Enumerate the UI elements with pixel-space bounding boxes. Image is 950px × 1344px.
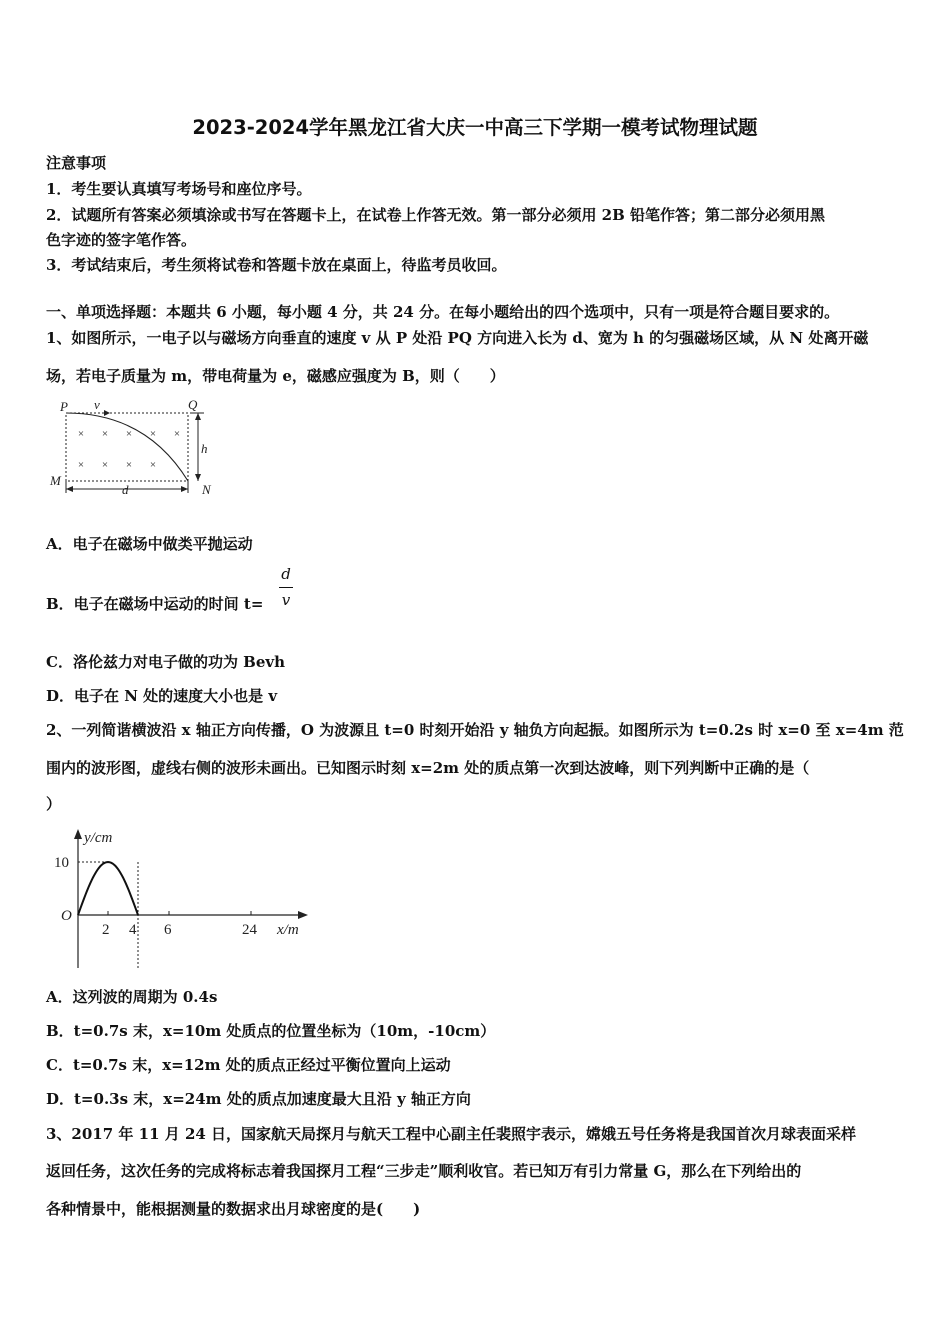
field-cross: × — [125, 428, 133, 440]
velocity-arrow-icon — [104, 410, 110, 416]
q3-stem-line-3: 各种情景中，能根据测量的数据求出月球密度的是( ) — [46, 1200, 421, 1218]
q3-stem-line-1: 3、2017 年 11 月 24 日，国家航天局探月与航天工程中心副主任裴照宇表示，嫦娥五号任务将是我国首次月球表面采样 — [46, 1125, 857, 1143]
label-v: v — [94, 397, 100, 412]
q1-option-d: D．电子在 N 处的速度大小也是 v — [46, 687, 278, 705]
q1-option-b-numerator: d — [281, 565, 291, 583]
q3-stem-line-2: 返回任务，这次任务的完成将标志着我国探月工程“三步走”顺利收官。若已知万有引力常量 G，那么在下列给出的 — [46, 1162, 802, 1180]
x-axis-arrow-icon — [298, 911, 308, 919]
notice-item-2-line-2: 色字迹的签字笔作答。 — [46, 231, 197, 249]
q2-stem-line-1: 2、一列简谐横波沿 x 轴正方向传播，O 为波源且 t=0 时刻开始沿 y 轴负方向起振。如图所示为 t=0.2s 时 x=0 至 x=4m 范 — [46, 721, 904, 739]
field-cross: × — [101, 459, 109, 471]
label-d: d — [122, 482, 129, 497]
q1-option-b: B．电子在磁场中运动的时间 t= — [46, 595, 264, 613]
field-cross: × — [101, 428, 109, 440]
field-cross: × — [77, 459, 85, 471]
tick-label-24: 24 — [242, 922, 257, 938]
q1-stem-line-1: 1、如图所示，一电子以与磁场方向垂直的速度 v 从 P 处沿 PQ 方向进入长为 d、宽为 h 的匀强磁场区域，从 N 处离开磁 — [46, 329, 869, 347]
q2-option-a: A．这列波的周期为 0.4s — [46, 988, 218, 1006]
q2-option-b: B．t=0.7s 末，x=10m 处质点的位置坐标为（10m，-10cm） — [46, 1022, 496, 1040]
q2-wave-graph — [46, 825, 316, 975]
q1-option-c: C．洛伦兹力对电子做的功为 Bevh — [46, 653, 286, 671]
tick-label-6: 6 — [164, 922, 172, 938]
tick-label-4: 4 — [129, 922, 137, 938]
field-cross: × — [125, 459, 133, 471]
label-M: M — [50, 473, 61, 488]
q2-option-d: D．t=0.3s 末，x=24m 处的质点加速度最大且沿 y 轴正方向 — [46, 1090, 471, 1108]
section-1-heading: 一、单项选择题：本题共 6 小题，每小题 4 分，共 24 分。在每小题给出的四个选项中，只有一项是符合题目要求的。 — [46, 303, 840, 321]
tick-label-2: 2 — [102, 922, 110, 938]
label-h: h — [201, 441, 208, 456]
x-axis-label: x/m — [277, 922, 299, 938]
q2-option-c: C．t=0.7s 末，x=12m 处的质点正经过平衡位置向上运动 — [46, 1056, 451, 1074]
y-axis-arrow-icon — [74, 829, 82, 839]
q1-stem-line-2: 场，若电子质量为 m，带电荷量为 e，磁感应强度为 B，则（ ） — [46, 367, 505, 385]
label-N: N — [202, 482, 211, 497]
field-cross: × — [77, 428, 85, 440]
notice-item-3: 3．考试结束后，考生须将试卷和答题卡放在桌面上，待监考员收回。 — [46, 256, 507, 274]
origin-label: O — [61, 908, 72, 924]
q2-stem-line-3: ） — [46, 795, 62, 813]
notice-item-1: 1．考生要认真填写考场号和座位序号。 — [46, 180, 312, 198]
notice-item-2-line-1: 2．试题所有答案必须填涂或书写在答题卡上，在试卷上作答无效。第一部分必须用 2B 铅笔作答；第二部分必须用黑 — [46, 206, 826, 224]
field-cross: × — [173, 428, 181, 440]
wave-curve — [78, 862, 138, 915]
label-Q: Q — [188, 397, 198, 412]
label-P: P — [60, 399, 68, 414]
q1-option-b-denominator: v — [281, 591, 291, 609]
notice-heading: 注意事项 — [46, 154, 107, 172]
q1-magnetic-field-figure — [46, 393, 226, 501]
amplitude-label: 10 — [54, 855, 69, 871]
page-title: 2023-2024学年黑龙江省大庆一中高三下学期一模考试物理试题 — [192, 116, 758, 139]
fraction-bar — [279, 587, 293, 588]
field-cross: × — [149, 428, 157, 440]
q2-stem-line-2: 围内的波形图，虚线右侧的波形未画出。已知图示时刻 x=2m 处的质点第一次到达波峰，则下列判断中正确的是（ — [46, 759, 810, 777]
y-axis-label: y/cm — [84, 830, 113, 846]
q1-option-a: A．电子在磁场中做类平抛运动 — [46, 535, 253, 553]
field-cross: × — [149, 459, 157, 471]
